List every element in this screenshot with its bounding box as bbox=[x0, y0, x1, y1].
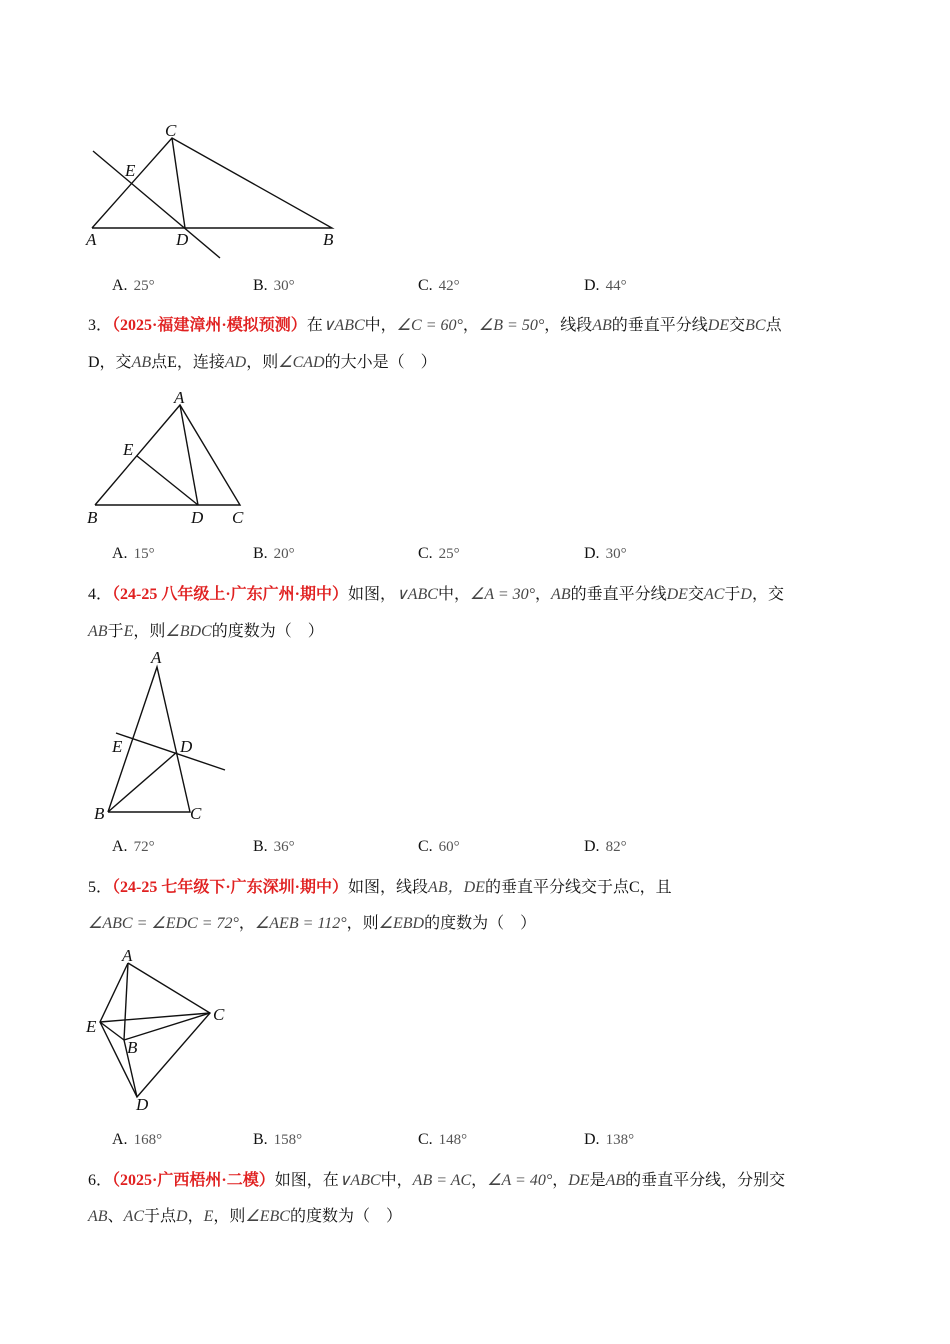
math-expression: ∨ABC bbox=[338, 1172, 381, 1189]
math-expression: D bbox=[176, 1208, 188, 1225]
math-expression: AB bbox=[605, 1172, 626, 1189]
question-text: 中， bbox=[437, 586, 470, 603]
q6-l1 bbox=[88, 1167, 785, 1190]
question-text: ，则 bbox=[246, 354, 279, 371]
question-text: ，则 bbox=[213, 1208, 246, 1225]
option-d bbox=[584, 838, 627, 856]
math-expression: AB bbox=[551, 586, 571, 603]
option-value: 20° bbox=[273, 546, 295, 562]
option-value: 25° bbox=[133, 278, 155, 294]
option-c bbox=[418, 545, 460, 563]
math-expression: E bbox=[203, 1208, 214, 1225]
question-text: 的度数为（ ） bbox=[424, 915, 537, 932]
option-b bbox=[253, 277, 295, 295]
math-expression: ∨ABC bbox=[396, 586, 438, 603]
triangle-abc bbox=[92, 138, 332, 228]
question-text: ，则 bbox=[133, 623, 166, 640]
math-expression: ∠BDC bbox=[165, 623, 212, 640]
question-text: 是 bbox=[589, 1172, 606, 1189]
option-b bbox=[253, 545, 295, 563]
question-text: 的垂直平分线 bbox=[570, 586, 667, 603]
question-text: 中， bbox=[364, 317, 397, 334]
question-source: （24-25 八年级上·广东广州·期中） bbox=[112, 586, 349, 603]
label-d: D bbox=[180, 737, 193, 756]
option-c bbox=[418, 1131, 467, 1149]
question-text: 点 bbox=[765, 317, 782, 334]
question-text: ， bbox=[535, 586, 552, 603]
option-value: 138° bbox=[605, 1132, 635, 1148]
option-key: A. bbox=[112, 838, 128, 855]
label-b: B bbox=[323, 230, 334, 249]
question-number: 6． bbox=[88, 1172, 113, 1189]
triangle-abc bbox=[95, 405, 240, 505]
question-text: 的度数为（ ） bbox=[211, 623, 324, 640]
math-expression: DE bbox=[666, 586, 688, 603]
math-expression: AB，DE bbox=[428, 879, 485, 896]
option-value: 36° bbox=[273, 839, 295, 855]
option-value: 82° bbox=[605, 839, 627, 855]
segment-eb bbox=[100, 1022, 124, 1040]
option-key: D. bbox=[584, 838, 600, 855]
math-expression: AB bbox=[592, 317, 612, 334]
label-c: C bbox=[232, 508, 244, 527]
question-text: 的大小是（ ） bbox=[324, 354, 437, 371]
q5-l2 bbox=[88, 910, 536, 933]
option-value: 72° bbox=[133, 839, 155, 855]
question-text: 如图， bbox=[348, 586, 397, 603]
option-key: C. bbox=[418, 277, 433, 294]
question-text: 的垂直平分线，分别交 bbox=[625, 1172, 786, 1189]
label-c: C bbox=[190, 804, 202, 823]
question-text: ， bbox=[471, 1172, 488, 1189]
math-expression: AD bbox=[224, 354, 247, 371]
question-text: 如图，在 bbox=[274, 1172, 339, 1189]
math-expression: ∠A = 40° bbox=[487, 1172, 553, 1189]
label-b: B bbox=[127, 1038, 138, 1057]
question-text: ， bbox=[552, 1172, 569, 1189]
option-value: 148° bbox=[438, 1132, 468, 1148]
segment-ed bbox=[137, 456, 198, 505]
question-text: 、 bbox=[107, 1208, 124, 1225]
question-text: 点E，连接 bbox=[151, 354, 225, 371]
question-text: ，线段 bbox=[544, 317, 593, 334]
option-value: 42° bbox=[438, 278, 460, 294]
question-text: 的度数为（ ） bbox=[289, 1208, 402, 1225]
q3-l1 bbox=[88, 312, 782, 335]
option-value: 30° bbox=[605, 546, 627, 562]
option-c bbox=[418, 277, 460, 295]
label-d: D bbox=[136, 1095, 149, 1114]
math-expression: AB bbox=[88, 623, 108, 640]
label-a: A bbox=[174, 388, 185, 407]
q5-l1 bbox=[88, 874, 672, 897]
option-key: B. bbox=[253, 277, 268, 294]
q4-l2 bbox=[88, 618, 324, 641]
question-text: D，交 bbox=[88, 354, 132, 371]
option-d bbox=[584, 1131, 634, 1149]
question-source: （24-25 七年级下·广东深圳·期中） bbox=[112, 879, 349, 896]
option-value: 44° bbox=[605, 278, 627, 294]
label-c: C bbox=[213, 1005, 225, 1024]
option-key: A. bbox=[112, 277, 128, 294]
question-number: 5． bbox=[88, 879, 113, 896]
option-key: D. bbox=[584, 1131, 600, 1148]
math-expression: AC bbox=[123, 1208, 145, 1225]
option-value: 15° bbox=[133, 546, 155, 562]
q3-l2 bbox=[88, 349, 437, 372]
option-key: C. bbox=[418, 1131, 433, 1148]
option-key: D. bbox=[584, 277, 600, 294]
math-expression: ∠B = 50° bbox=[478, 317, 545, 334]
math-expression: AC bbox=[703, 586, 725, 603]
segment-cd bbox=[172, 138, 185, 228]
option-c bbox=[418, 838, 460, 856]
question-text: 中， bbox=[380, 1172, 413, 1189]
question-text: 交 bbox=[687, 586, 704, 603]
option-value: 25° bbox=[438, 546, 460, 562]
question-text: 的垂直平分线交于点C，且 bbox=[484, 879, 672, 896]
math-expression: ∠EBC bbox=[245, 1208, 290, 1225]
question-source: （2025·福建漳州·模拟预测） bbox=[112, 317, 307, 334]
option-a bbox=[112, 1131, 162, 1149]
question-text: 于 bbox=[724, 586, 741, 603]
figure-q4 bbox=[94, 648, 225, 823]
option-key: D. bbox=[584, 545, 600, 562]
option-key: A. bbox=[112, 545, 128, 562]
math-expression: BC bbox=[745, 317, 766, 334]
question-text: 的垂直平分线 bbox=[611, 317, 708, 334]
q4-l1 bbox=[88, 581, 784, 604]
math-expression: AB bbox=[88, 1208, 108, 1225]
label-d: D bbox=[176, 230, 189, 249]
label-e: E bbox=[112, 737, 123, 756]
question-text: ， bbox=[187, 1208, 204, 1225]
q6-l2 bbox=[88, 1203, 402, 1226]
option-b bbox=[253, 838, 295, 856]
question-text: 在 bbox=[306, 317, 323, 334]
option-value: 30° bbox=[273, 278, 295, 294]
option-d bbox=[584, 277, 627, 295]
math-expression: ∠A = 30° bbox=[470, 586, 536, 603]
option-key: B. bbox=[253, 838, 268, 855]
question-text: ，交 bbox=[751, 586, 784, 603]
math-expression: AB bbox=[131, 354, 152, 371]
question-text: 如图，线段 bbox=[348, 879, 429, 896]
label-e: E bbox=[125, 161, 136, 180]
option-value: 168° bbox=[133, 1132, 163, 1148]
option-key: B. bbox=[253, 1131, 268, 1148]
option-value: 60° bbox=[438, 839, 460, 855]
question-source: （2025·广西梧州·二模） bbox=[112, 1172, 275, 1189]
math-expression: AB = AC bbox=[412, 1172, 472, 1189]
figure-q3 bbox=[87, 388, 244, 527]
math-expression: ∠C = 60° bbox=[396, 317, 463, 334]
figure-q2 bbox=[85, 121, 334, 258]
label-a: A bbox=[86, 230, 97, 249]
figure-q5 bbox=[85, 946, 225, 1114]
question-text: ，则 bbox=[346, 915, 379, 932]
question-text: ， bbox=[462, 317, 479, 334]
label-a: A bbox=[151, 648, 162, 667]
math-expression: ∨ABC bbox=[322, 317, 365, 334]
label-b: B bbox=[94, 804, 105, 823]
option-b bbox=[253, 1131, 302, 1149]
option-key: C. bbox=[418, 545, 433, 562]
label-a: A bbox=[122, 946, 133, 965]
label-e: E bbox=[86, 1017, 97, 1036]
label-c: C bbox=[165, 121, 177, 140]
question-text: 于点 bbox=[144, 1208, 177, 1225]
option-key: B. bbox=[253, 545, 268, 562]
label-b: B bbox=[87, 508, 98, 527]
math-expression: DE bbox=[707, 317, 730, 334]
option-key: A. bbox=[112, 1131, 128, 1148]
option-a bbox=[112, 545, 155, 563]
math-expression: ∠AEB = 112° bbox=[254, 915, 347, 932]
math-expression: ∠EBD bbox=[378, 915, 425, 932]
segment-ab bbox=[124, 963, 128, 1040]
label-e: E bbox=[123, 440, 134, 459]
question-number: 4． bbox=[88, 586, 113, 603]
math-expression: ∠ABC = ∠EDC = 72° bbox=[88, 915, 239, 932]
option-key: C. bbox=[418, 838, 433, 855]
option-a bbox=[112, 838, 155, 856]
option-a bbox=[112, 277, 155, 295]
question-text: ， bbox=[238, 915, 255, 932]
option-d bbox=[584, 545, 627, 563]
label-d: D bbox=[191, 508, 204, 527]
question-number: 3． bbox=[88, 317, 113, 334]
perpendicular-bisector bbox=[116, 733, 225, 770]
math-expression: DE bbox=[568, 1172, 590, 1189]
question-text: 交 bbox=[729, 317, 746, 334]
math-expression: D bbox=[740, 586, 752, 603]
math-expression: E bbox=[123, 623, 134, 640]
option-value: 158° bbox=[273, 1132, 303, 1148]
question-text: 于 bbox=[107, 623, 124, 640]
math-expression: ∠CAD bbox=[278, 354, 325, 371]
